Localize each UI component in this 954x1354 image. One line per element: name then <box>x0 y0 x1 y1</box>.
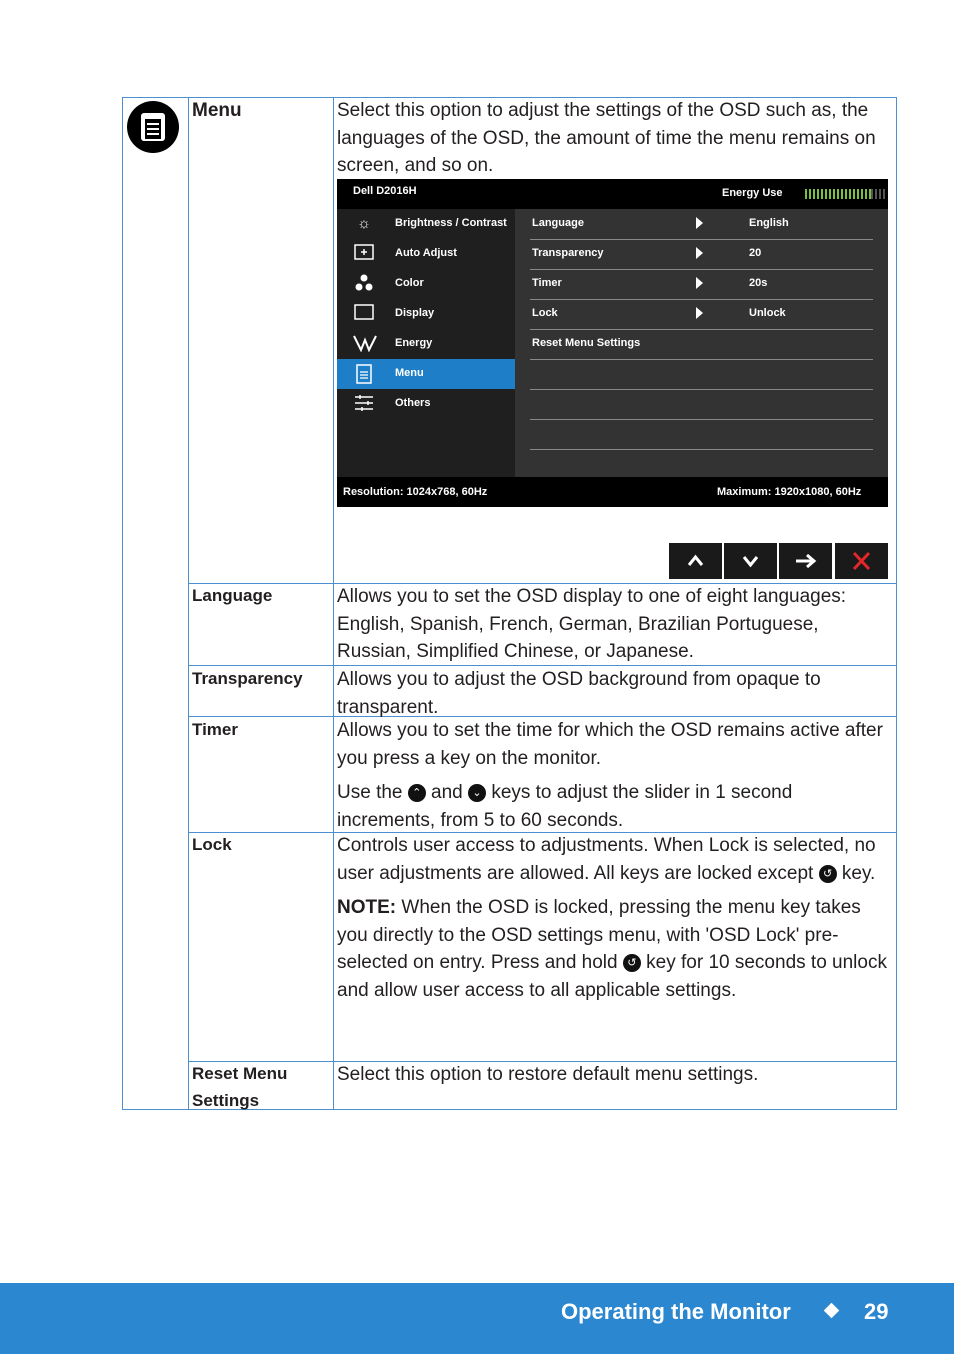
display-icon <box>353 304 375 324</box>
section-title: Operating the Monitor <box>561 1299 791 1324</box>
close-icon <box>835 543 888 579</box>
note-text-1: When the OSD is locked, pressing the menu key takes you directly to the OSD settings menu, with 'OSD Lock' pre-selected on entry. Press and hold <box>337 897 861 973</box>
osd-setting-language[interactable] <box>530 209 873 240</box>
diamond-icon <box>824 1303 840 1319</box>
desc-menu-text: Select this option to adjust the settings of the OSD such as, the languages of the OSD, the amount of time the menu remains on screen, and so on. <box>337 100 876 176</box>
column-divider <box>333 97 334 1110</box>
osd-energy-label: Energy Use <box>722 187 783 199</box>
term-lock: Lock <box>192 835 232 854</box>
osd-setting-name: Language <box>532 217 584 229</box>
auto-adjust-icon <box>353 244 375 264</box>
term-timer: Timer <box>192 720 238 739</box>
arrow-right-icon <box>696 277 703 289</box>
desc-reset-text: Select this option to restore default menu settings. <box>337 1064 759 1085</box>
osd-setting-timer[interactable] <box>530 269 873 300</box>
right-arrow-icon <box>779 543 832 579</box>
term-reset-menu-settings <box>192 1060 287 1114</box>
note-label: NOTE: <box>337 897 397 918</box>
osd-item-label: Brightness / Contrast <box>395 217 507 229</box>
lock-note <box>337 894 889 1004</box>
osd-item-color[interactable] <box>337 269 515 299</box>
osd-empty-row <box>530 419 873 450</box>
down-key[interactable] <box>724 543 777 579</box>
timer-text-1: Use the <box>337 782 403 803</box>
color-icon <box>353 274 375 294</box>
osd-header <box>337 179 888 209</box>
desc-menu <box>337 97 889 180</box>
osd-setting-name: Timer <box>532 277 562 289</box>
lock-text-1: Controls user access to adjustments. When Lock is selected, no user adjustments are allowed. All keys are locked except <box>337 835 876 884</box>
monitor-keys <box>669 543 888 579</box>
osd-item-brightness-contrast[interactable] <box>337 209 515 239</box>
osd-setting-lock[interactable] <box>530 299 873 330</box>
note-text-2: key for 10 seconds to unlock and allow user access to all applicable settings. <box>337 952 887 1001</box>
osd-item-auto-adjust[interactable] <box>337 239 515 269</box>
term-reset-line1: Reset Menu <box>192 1064 288 1083</box>
osd-submenu <box>515 209 888 477</box>
arrow-right-icon <box>696 217 703 229</box>
timer-text-3: keys to adjust the slider in 1 second increments, from 5 to 60 seconds. <box>337 782 793 831</box>
exit-key-icon: ↺ <box>819 865 837 883</box>
osd-setting-name: Lock <box>532 307 558 319</box>
desc-timer <box>337 717 889 834</box>
enter-key[interactable] <box>779 543 832 579</box>
osd-setting-value: 20 <box>749 247 762 259</box>
osd-model-name: Dell D2016H <box>353 185 417 197</box>
osd-item-label: Others <box>395 397 431 409</box>
osd-item-menu[interactable] <box>337 359 515 389</box>
down-key-icon: ⌄ <box>468 784 486 802</box>
osd-item-energy[interactable] <box>337 329 515 359</box>
column-divider <box>188 97 189 1110</box>
exit-key-icon: ↺ <box>623 954 641 972</box>
page-footer <box>0 1283 954 1354</box>
term-menu: Menu <box>192 100 242 121</box>
up-arrow-icon <box>669 543 722 579</box>
up-key[interactable] <box>669 543 722 579</box>
osd-screenshot <box>337 179 888 507</box>
osd-setting-value: Unlock <box>749 307 786 319</box>
osd-setting-value: 20s <box>749 277 768 289</box>
osd-item-label: Auto Adjust <box>395 247 457 259</box>
energy-icon <box>353 334 375 354</box>
term-language: Language <box>192 586 273 605</box>
osd-maximum: Maximum: 1920x1080, 60Hz <box>717 486 862 498</box>
osd-empty-row <box>530 389 873 420</box>
osd-setting-name: Reset Menu Settings <box>532 337 641 349</box>
brightness-icon: ☼ <box>357 215 371 232</box>
arrow-right-icon <box>696 307 703 319</box>
desc-language-text: Allows you to set the OSD display to one of eight languages: English, Spanish, French, German, Brazilian Portuguese, Russian, Simplified Chinese, or Japanese. <box>337 586 847 662</box>
desc-timer-keys <box>337 779 889 834</box>
lock-text-2: key. <box>841 862 876 884</box>
term-transparency: Transparency <box>192 669 303 688</box>
down-arrow-icon <box>724 543 777 579</box>
osd-setting-name: Transparency <box>532 247 604 259</box>
osd-setting-value: English <box>749 217 789 229</box>
osd-item-label: Display <box>395 307 435 319</box>
desc-reset-menu-settings <box>337 1061 889 1089</box>
osd-item-label: Menu <box>395 367 424 379</box>
arrow-right-icon <box>696 247 703 259</box>
menu-icon <box>127 101 179 153</box>
desc-timer-text: Allows you to set the time for which the OSD remains active after you press a key on the monitor. <box>337 720 883 769</box>
osd-item-others[interactable] <box>337 389 515 419</box>
osd-empty-row <box>530 359 873 390</box>
others-icon <box>353 394 375 414</box>
up-key-icon: ⌃ <box>408 784 426 802</box>
exit-key[interactable] <box>835 543 888 579</box>
osd-setting-reset[interactable] <box>530 329 873 360</box>
desc-transparency-text: Allows you to adjust the OSD background from opaque to transparent. <box>337 669 821 718</box>
osd-item-label: Energy <box>395 337 433 349</box>
osd-footer <box>337 477 888 507</box>
desc-transparency <box>337 666 889 721</box>
osd-item-label: Color <box>395 277 424 289</box>
desc-lock <box>337 832 889 1004</box>
osd-resolution: Resolution: 1024x768, 60Hz <box>343 486 488 498</box>
desc-lock-text <box>337 832 889 887</box>
osd-setting-transparency[interactable] <box>530 239 873 270</box>
osd-item-display[interactable] <box>337 299 515 329</box>
timer-text-2: and <box>431 782 463 803</box>
term-reset-line2: Settings <box>192 1091 260 1110</box>
page-number: 29 <box>864 1299 889 1324</box>
menu-icon <box>353 364 375 384</box>
osd-menu-list <box>337 209 515 477</box>
desc-language <box>337 583 889 666</box>
energy-meter <box>805 189 887 199</box>
